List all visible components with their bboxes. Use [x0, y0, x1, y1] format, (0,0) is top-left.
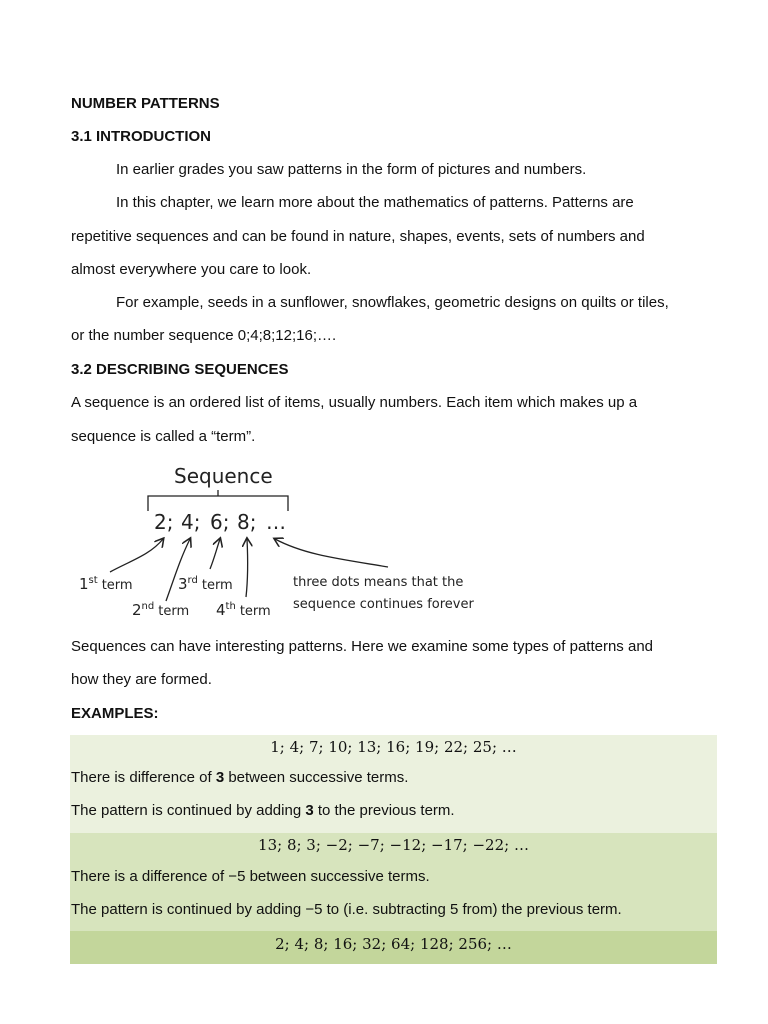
example-2-rule: The pattern is continued by adding −5 to (i.e. subtracting 5 from) the previous term.	[71, 901, 622, 918]
label-3rd-term: 3rd term	[178, 575, 233, 593]
arrow-term-4	[246, 539, 248, 597]
term-4: 8;	[237, 510, 257, 534]
label-4th-term: 4th term	[216, 601, 271, 619]
example-2-difference: There is a difference of −5 between successive terms.	[71, 868, 430, 885]
after-diagram-line-1: Sequences can have interesting patterns. Here we examine some types of patterns and	[71, 638, 654, 655]
label-1st-term: 1st term	[79, 575, 133, 593]
label-2nd-term: 2nd term	[132, 601, 190, 619]
diagram-title: Sequence	[174, 464, 273, 488]
arrow-term-1	[110, 539, 163, 572]
after-diagram-line-2: how they are formed.	[71, 671, 212, 688]
example-2-sequence: 13; 8; 3; −2; −7; −12; −17; −22; …	[258, 836, 529, 854]
term-3: 6;	[210, 510, 230, 534]
dots-note-line-1: three dots means that the	[293, 575, 464, 590]
intro-paragraph-2-line-3: almost everywhere you care to look.	[71, 261, 312, 278]
example-1-sequence: 1; 4; 7; 10; 13; 16; 19; 22; 25; …	[270, 738, 517, 756]
sequence-diagram	[70, 455, 490, 625]
term-ellipsis: …	[266, 510, 286, 534]
example-3-sequence: 2; 4; 8; 16; 32; 64; 128; 256; …	[275, 935, 512, 953]
example-1-rule: The pattern is continued by adding 3 to the previous term.	[71, 802, 455, 819]
arrow-term-3	[210, 539, 220, 569]
section-heading-introduction: 3.1 INTRODUCTION	[71, 128, 212, 145]
arrow-ellipsis	[275, 539, 388, 567]
example-1-difference: There is difference of 3 between successive terms.	[71, 769, 409, 786]
describing-line-2: sequence is called a “term”.	[71, 428, 256, 445]
examples-heading: EXAMPLES:	[71, 705, 159, 722]
section-heading-describing: 3.2 DESCRIBING SEQUENCES	[71, 361, 289, 378]
intro-paragraph-3-line-2: or the number sequence 0;4;8;12;16;….	[71, 327, 337, 344]
chapter-title: NUMBER PATTERNS	[71, 95, 220, 112]
describing-line-1: A sequence is an ordered list of items, usually numbers. Each item which makes up a	[71, 394, 638, 411]
intro-paragraph-2-line-2: repetitive sequences and can be found in nature, shapes, events, sets of numbers and	[71, 228, 645, 245]
dots-note-line-2: sequence continues forever	[293, 597, 474, 612]
sequence-bracket	[148, 490, 288, 511]
intro-paragraph-2-line-1: In this chapter, we learn more about the mathematics of patterns. Patterns are	[116, 194, 634, 211]
term-2: 4;	[181, 510, 201, 534]
term-1: 2;	[154, 510, 174, 534]
intro-paragraph-3-line-1: For example, seeds in a sunflower, snowflakes, geometric designs on quilts or tiles,	[116, 294, 669, 311]
intro-paragraph-1: In earlier grades you saw patterns in the form of pictures and numbers.	[116, 161, 587, 178]
